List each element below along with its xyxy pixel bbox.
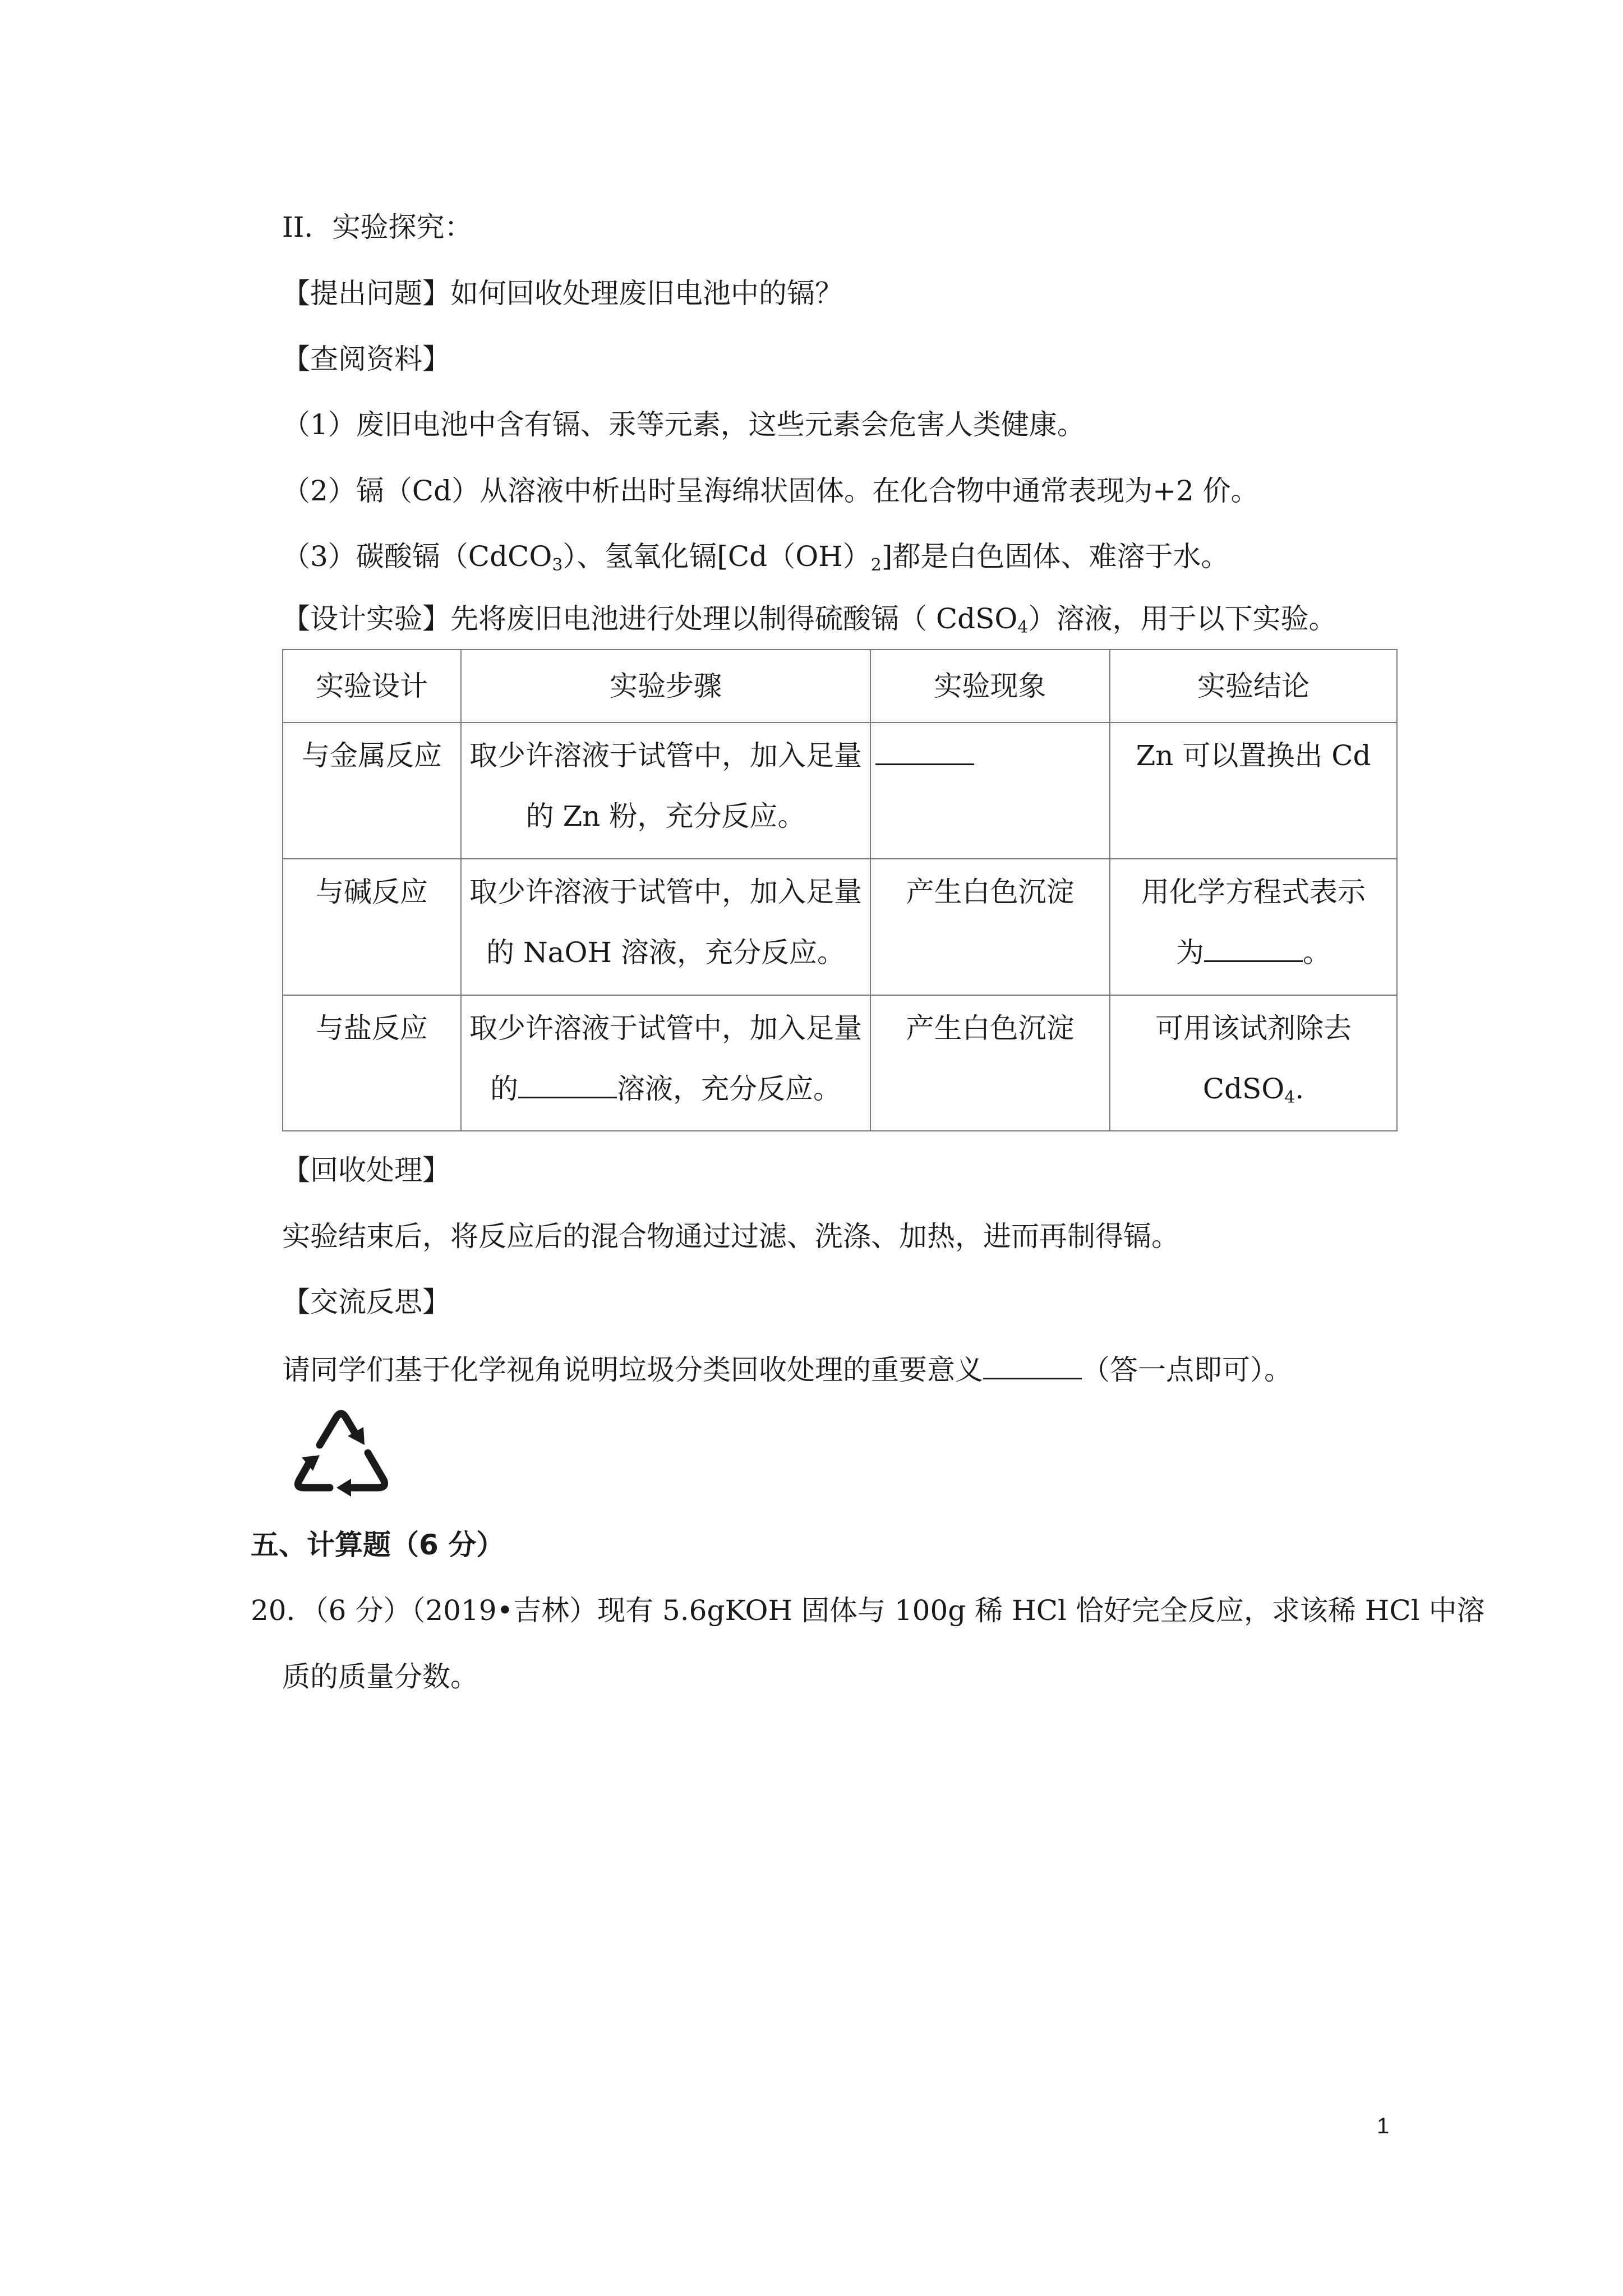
step-cell: 取少许溶液于试管中，加入足量 的 NaOH 溶液，充分反应。: [461, 859, 870, 995]
design-cell: 与盐反应: [283, 995, 461, 1131]
design-experiment-intro: 【设计实验】先将废旧电池进行处理以制得硫酸镉（ CdSO$_4$）溶液，用于以下实验。: [282, 602, 1337, 637]
reference-item-3: （3）碳酸镉（CdCO$_3$）、氢氧化镉$[Cd(OH)_2]$都是白色固体、难溶于水。: [282, 540, 1229, 575]
step-cell: 取少许溶液于试管中，加入足量 的 溶液，充分反应。: [461, 995, 870, 1131]
design-cell: 与碱反应: [283, 859, 461, 995]
experiment-table: [282, 649, 1398, 1131]
table-header: 实验设计: [283, 650, 461, 723]
page-number: 1: [1377, 2114, 1390, 2138]
recycle-icon: [285, 1401, 397, 1502]
answer-blank-equation[interactable]: [1204, 933, 1303, 962]
question-prompt: 【提出问题】如何回收处理废旧电池中的镉？: [282, 277, 843, 310]
conclusion-cell: 用化学方程式表示 为 。: [1110, 859, 1397, 995]
step-cell: 取少许溶液于试管中，加入足量 的 Zn 粉，充分反应。: [461, 723, 870, 859]
calculation-section-title: 五、计算题（6 分）: [251, 1529, 505, 1561]
table-header: 实验步骤: [461, 650, 870, 723]
reflection-heading: 【交流反思】: [282, 1286, 450, 1318]
table-header-row: [283, 650, 1397, 723]
answer-blank-significance[interactable]: [983, 1351, 1082, 1379]
section-heading-experiment: II．实验探究：: [282, 211, 473, 243]
recycling-text: 实验结束后，将反应后的混合物通过过滤、洗涤、加热，进而再制得镉。: [282, 1220, 1179, 1253]
table-row: [283, 723, 1397, 859]
question-20-line-2: 质的质量分数。: [282, 1660, 478, 1693]
reference-item-1: （1）废旧电池中含有镉、汞等元素，这些元素会危害人类健康。: [282, 408, 1085, 441]
reference-item-2: （2）镉（Cd）从溶液中析出时呈海绵状固体。在化合物中通常表现为+2 价。: [282, 475, 1259, 507]
phenomenon-cell: [870, 723, 1110, 859]
answer-blank-phenomenon[interactable]: [875, 737, 974, 765]
phenomenon-cell: 产生白色沉淀: [870, 859, 1110, 995]
recycling-heading: 【回收处理】: [282, 1154, 450, 1186]
design-cell: 与金属反应: [283, 723, 461, 859]
question-20-line-1: 20．（6 分）（2019•吉林）现有 5.6gKOH 固体与 100g 稀 HCl 恰好完全反应，求该稀 HCl 中溶: [251, 1594, 1485, 1627]
table-row: [283, 995, 1397, 1131]
phenomenon-cell: 产生白色沉淀: [870, 995, 1110, 1131]
table-header: 实验结论: [1110, 650, 1397, 723]
reference-heading: 【查阅资料】: [282, 343, 450, 375]
answer-blank-reagent[interactable]: [518, 1070, 617, 1098]
reflection-question: 请同学们基于化学视角说明垃圾分类回收处理的重要意义 （答一点即可）。: [282, 1351, 1292, 1387]
table-row: [283, 859, 1397, 995]
table-header: 实验现象: [870, 650, 1110, 723]
conclusion-cell: Zn 可以置换出 Cd: [1110, 723, 1397, 859]
conclusion-cell: 可用该试剂除去 CdSO$_4$.: [1110, 995, 1397, 1131]
